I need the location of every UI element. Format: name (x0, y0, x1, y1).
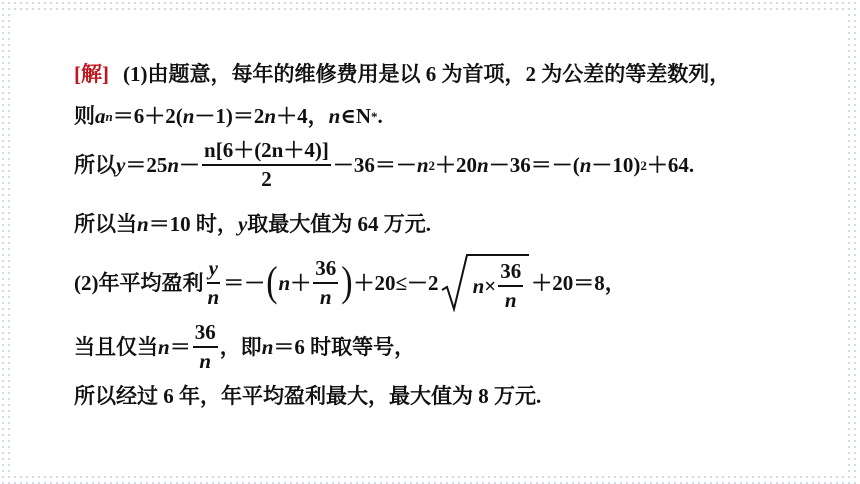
text: ＋ (290, 270, 312, 295)
right-paren: ) (341, 259, 353, 306)
text: 所以 (74, 152, 116, 177)
var-n: n (477, 152, 489, 177)
text: ＝6 时取等号， (273, 334, 416, 359)
text: 则 (74, 104, 95, 128)
fraction-denominator: n (199, 349, 212, 373)
fraction-numerator: 36 (498, 261, 523, 287)
var-n: n (182, 104, 195, 128)
text: 当且仅当 (74, 334, 158, 359)
fraction-numerator: y (207, 258, 220, 284)
solution-line-3 (74, 140, 694, 190)
solution-line-6 (74, 322, 415, 372)
var-n: n (416, 152, 429, 177)
fraction-y-over-n (206, 258, 222, 308)
fraction-36-over-n (498, 261, 523, 311)
fraction-denominator: 2 (261, 167, 272, 191)
text: ＋20＝8， (531, 270, 626, 295)
sup-star: * (371, 109, 378, 124)
solution-tag: [解] (74, 62, 109, 86)
fraction-denominator: n (207, 285, 220, 309)
text: (2)年平均盈利 (74, 270, 204, 295)
var-y: y (237, 212, 248, 236)
var-n: n (579, 152, 592, 177)
fraction-denominator: n (504, 288, 517, 312)
text: ＝25 (125, 152, 168, 177)
radicand (469, 254, 530, 312)
line7-text: 所以经过 6 年，年平均盈利最大，最大值为 8 万元. (74, 384, 542, 408)
text: ＝ (169, 334, 191, 359)
var-n: n (278, 270, 291, 295)
left-paren: ( (266, 259, 278, 306)
text: ＋20 (435, 152, 478, 177)
fraction-numerator: 36 (313, 258, 338, 284)
fraction-36-over-n (313, 258, 338, 308)
text: ∈N (340, 104, 372, 128)
solution-line-5 (74, 254, 626, 312)
var-y: y (116, 152, 126, 177)
exponent: 2 (640, 157, 647, 173)
fraction (202, 140, 331, 190)
fraction-numerator: n[6＋(2n＋4)] (202, 140, 331, 166)
square-root (441, 254, 530, 312)
var-n: n (264, 104, 277, 128)
text: ＋20≤－2 (353, 270, 439, 295)
line1-text: (1)由题意，每年的维修费用是以 6 为首项，2 为公差的等差数列， (123, 62, 731, 86)
text: －10) (591, 152, 641, 177)
var-n: n (328, 104, 341, 128)
fraction-numerator: 36 (193, 322, 218, 348)
text: － (179, 152, 201, 177)
text: ，即 (219, 334, 262, 359)
text: ＝－ (223, 270, 266, 295)
var-n: n (137, 212, 149, 236)
text: －36＝－( (488, 152, 580, 177)
solution-line-4 (74, 214, 431, 235)
solution-line-1 (74, 64, 730, 85)
text: × (484, 273, 497, 298)
text: －36＝－ (332, 152, 417, 177)
text: ＋4， (276, 104, 329, 128)
var-n: n (472, 273, 485, 298)
text: ＝10 时， (148, 212, 238, 236)
var-n: n (158, 334, 170, 359)
text: 所以当 (74, 212, 137, 236)
var-n: n (167, 152, 180, 177)
text: ＝6＋2( (112, 104, 183, 128)
text: . (377, 104, 383, 128)
text: －1)＝2 (194, 104, 265, 128)
text: 取最大值为 64 万元. (247, 212, 432, 236)
solution-line-2 (74, 106, 383, 127)
fraction-denominator: n (319, 285, 332, 309)
var-n: n (261, 334, 274, 359)
radical-sign-icon (441, 254, 469, 312)
var-a: a (95, 104, 106, 128)
fraction-36-over-n (193, 322, 218, 372)
text: ＋64. (646, 152, 695, 177)
sub-n: n (105, 109, 113, 124)
exponent: 2 (428, 157, 436, 173)
solution-line-7 (74, 386, 541, 407)
